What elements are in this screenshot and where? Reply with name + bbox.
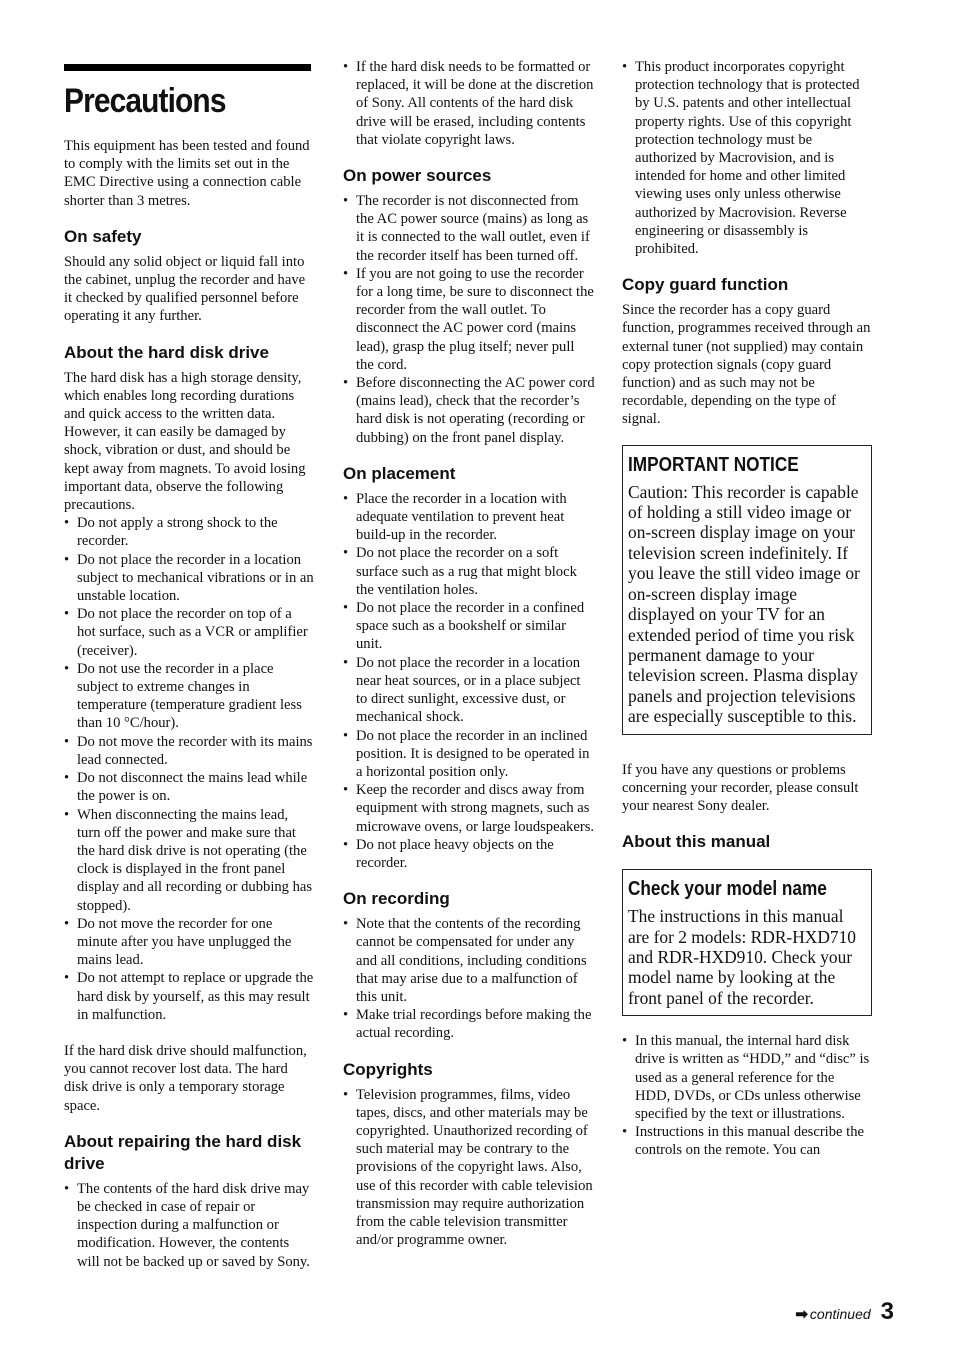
- page-title: Precautions: [64, 82, 226, 120]
- list-item: • Do not move the recorder with its mains lead connected.: [64, 733, 314, 769]
- heading-power: On power sources: [343, 166, 492, 186]
- list-item: • Do not disconnect the mains lead while the power is on.: [64, 769, 314, 805]
- power-list: [343, 192, 595, 447]
- model-name-text: The instructions in this manual are for 2 models: RDR-HXD710 and RDR-HXD910. Check your model name by looking at the front panel of the recorder.: [628, 906, 856, 1008]
- list-item: • Do not use the recorder in a place subject to extreme changes in temperature (temperature gradient less than 10 °C/hour).: [64, 660, 314, 733]
- continued-label: [795, 1305, 870, 1323]
- heading-recording: On recording: [343, 889, 450, 909]
- list-item: • Do not apply a strong shock to the recorder.: [64, 514, 314, 550]
- list-item: • Do not place the recorder in a location near heat sources, or in a place subject to direct sunlight, excessive dust, or mechanical shock.: [343, 654, 595, 727]
- important-notice-box: [622, 445, 872, 735]
- list-item: • This product incorporates copyright protection technology that is protected by U.S. patents and other intellectual property rights. Use of this copyright protection technology must be authorized by Macrovision, and is intended for home and other limited viewing uses only unless otherwise authorized by Macrovision. Reverse engineering or disassembly is prohibited.: [622, 58, 872, 258]
- list-item: • Before disconnecting the AC power cord (mains lead), check that the recorder’s hard disk is not operating (recording or dubbing) on the front panel display.: [343, 374, 595, 447]
- copyrights-list: [343, 1086, 595, 1250]
- list-item: • Place the recorder in a location with adequate ventilation to prevent heat build-up in the recorder.: [343, 490, 595, 545]
- list-item: • Television programmes, films, video tapes, discs, and other materials may be copyrighted. Unauthorized recording of such material may be contrary to the provisions of the copyright laws. Also, use of this recorder with cable television transmission may require authorization from the cable television transmitter and/or programme owner.: [343, 1086, 595, 1250]
- list-item: • If you are not going to use the recorder for a long time, be sure to disconnect the recorder from the wall outlet. To disconnect the AC power cord (mains lead), grasp the plug itself; never pull the cord.: [343, 265, 595, 374]
- list-item: • In this manual, the internal hard disk drive is written as “HDD,” and “disc” is used as a general reference for the HDD, DVDs, or CDs unless otherwise specified by the text or illustrations.: [622, 1032, 872, 1123]
- questions-text: If you have any questions or problems concerning your recorder, please consult your nearest Sony dealer.: [622, 761, 859, 814]
- continued-text: continued: [809, 1306, 871, 1322]
- intro-text: This equipment has been tested and found to comply with the limits set out in the EMC Directive using a connection cable shorter than 3 metres.: [64, 138, 310, 209]
- column-2: [343, 58, 595, 1249]
- page-number: 3: [880, 1298, 894, 1325]
- list-item: • Do not move the recorder for one minute after you have unplugged the mains lead.: [64, 915, 314, 970]
- placement-list: [343, 490, 595, 872]
- list-item: • Do not place heavy objects on the recorder.: [343, 836, 595, 872]
- list-item: • Do not place the recorder on top of a hot surface, such as a VCR or amplifier (receiver).: [64, 605, 314, 660]
- safety-text: Should any solid object or liquid fall into the cabinet, unplug the recorder and have it checked by qualified personnel before operating it any further.: [64, 253, 306, 325]
- heading-copy-guard: Copy guard function: [622, 275, 789, 295]
- model-name-title: Check your model name: [628, 878, 827, 901]
- manual-list: [622, 1032, 872, 1159]
- heading-repair: About repairing the hard disk drive: [64, 1131, 302, 1173]
- copy-guard-text: Since the recorder has a copy guard function, programmes received through an external tuner (not supplied) may contain copy protection signals (copy guard function) and as such may not be recordable, depending on the type of signal.: [622, 302, 871, 428]
- list-item: • If the hard disk needs to be formatted or replaced, it will be done at the discretion of Sony. All contents of the hard disk drive will be erased, including contents that violate copyright laws.: [343, 58, 595, 149]
- list-item: • Instructions in this manual describe the controls on the remote. You can: [622, 1123, 872, 1159]
- model-name-box: [622, 869, 872, 1016]
- column-1: [64, 58, 314, 1271]
- title-rule: [64, 64, 311, 71]
- list-item: • When disconnecting the mains lead, turn off the power and make sure that the hard disk drive is not operating (the clock is displayed in the front panel display and all recording or dubbing has stopped).: [64, 806, 314, 915]
- arrow-right-icon: ➡: [795, 1306, 808, 1323]
- list-item: • The contents of the hard disk drive may be checked in case of repair or inspection during a malfunction or modification. However, the contents will not be backed up or saved by Sony.: [64, 1180, 314, 1271]
- list-item: • Do not place the recorder on a soft surface such as a rug that might block the ventilation holes.: [343, 544, 595, 599]
- heading-about-manual: About this manual: [622, 832, 771, 852]
- list-item: • Do not place the recorder in a confined space such as a bookshelf or similar unit.: [343, 599, 595, 654]
- column-3: [622, 58, 872, 1160]
- page-footer: [795, 1298, 894, 1326]
- hard-disk-text: The hard disk has a high storage density, which enables long recording durations and quick access to the written data. However, it can easily be damaged by shock, vibration or dust, and should be kept away from magnets. To avoid losing important data, observe the following precautions.: [64, 369, 306, 514]
- copyrights-list-continued: [622, 58, 872, 258]
- hard-disk-after-text: If the hard disk drive should malfunction, you cannot recover lost data. The hard disk drive is only a temporary storage space.: [64, 1042, 307, 1114]
- repair-list: [64, 1180, 314, 1271]
- heading-safety: On safety: [64, 226, 142, 246]
- list-item: • Keep the recorder and discs away from equipment with strong magnets, such as microwave ovens, or large loudspeakers.: [343, 781, 595, 836]
- repair-list-continued: [343, 58, 595, 149]
- list-item: • Make trial recordings before making the actual recording.: [343, 1006, 595, 1042]
- list-item: • The recorder is not disconnected from the AC power source (mains) as long as it is connected to the wall outlet, even if the recorder itself has been turned off.: [343, 192, 595, 265]
- important-notice-title: IMPORTANT NOTICE: [628, 453, 799, 476]
- important-notice-text: Caution: This recorder is capable of holding a still video image or on-screen display image on your television screen indefinitely. If you leave the still video image or on-screen display image displayed on your TV for an extended period of time you risk permanent damage to your television screen. Plasma display panels and projection televisions are especially susceptible to this.: [628, 481, 860, 727]
- heading-copyrights: Copyrights: [343, 1059, 433, 1079]
- heading-hard-disk: About the hard disk drive: [64, 342, 269, 362]
- hard-disk-list: [64, 514, 314, 1024]
- heading-placement: On placement: [343, 463, 456, 483]
- list-item: • Do not place the recorder in a location subject to mechanical vibrations or in an unstable location.: [64, 551, 314, 606]
- list-item: • Note that the contents of the recording cannot be compensated for under any and all conditions, including conditions that may arise due to a malfunction of this unit.: [343, 915, 595, 1006]
- recording-list: [343, 915, 595, 1042]
- list-item: • Do not place the recorder in an inclined position. It is designed to be operated in a horizontal position only.: [343, 727, 595, 782]
- list-item: • Do not attempt to replace or upgrade the hard disk by yourself, as this may result in malfunction.: [64, 969, 314, 1024]
